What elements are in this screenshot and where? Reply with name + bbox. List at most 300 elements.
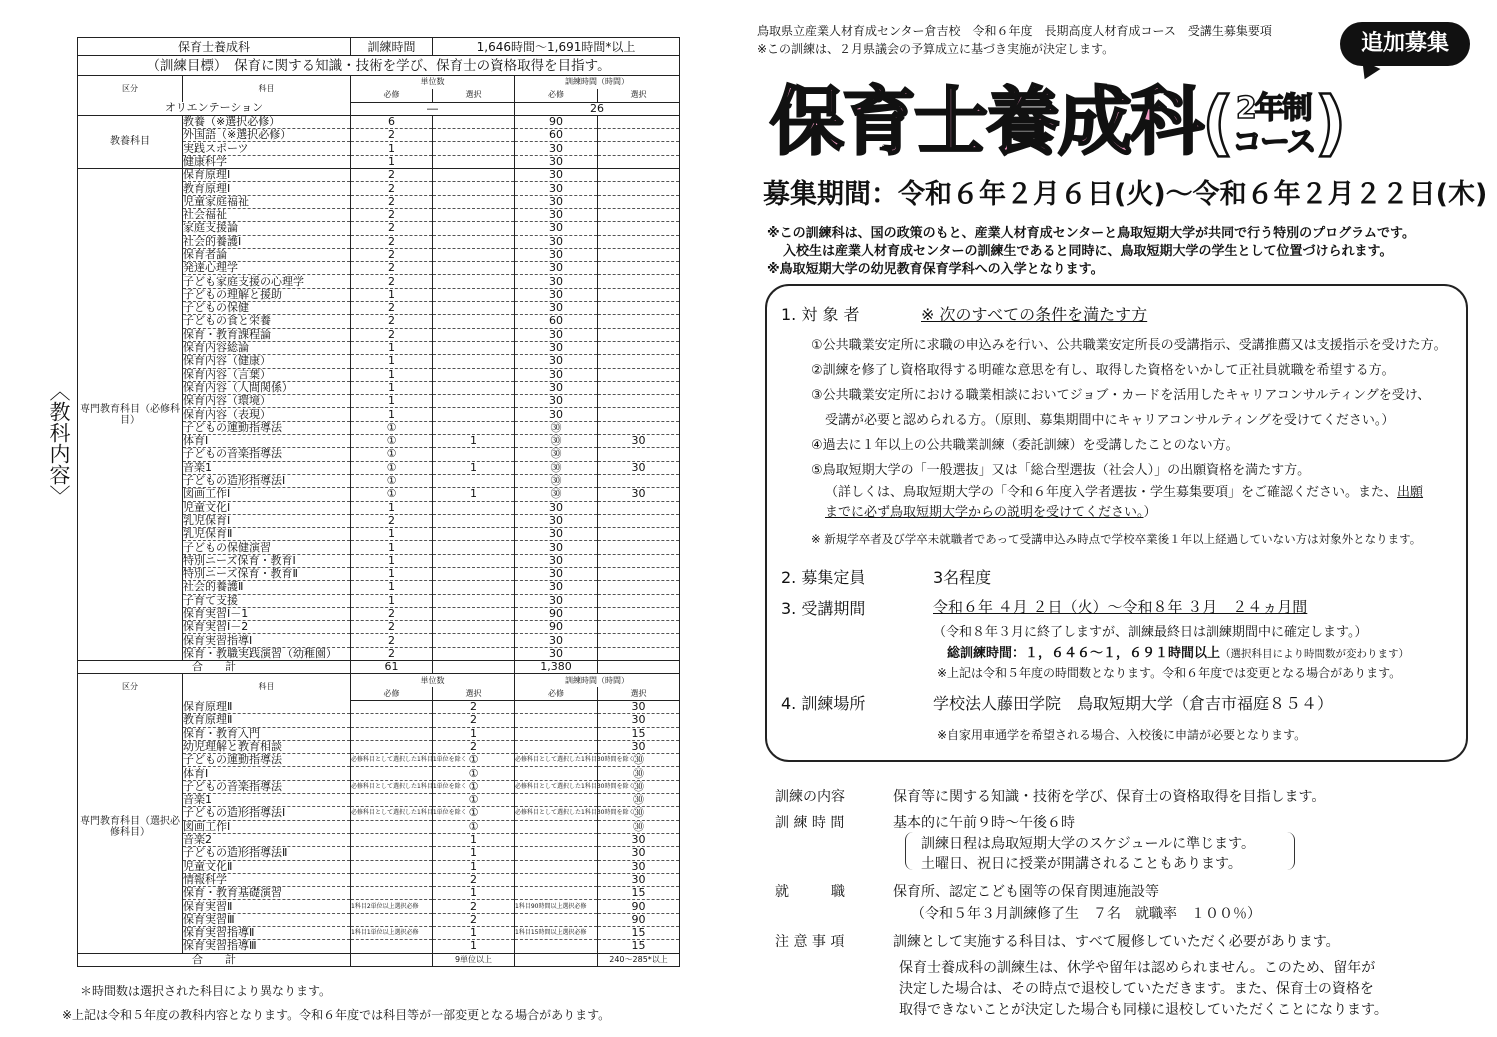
subject-credits: 1 <box>351 408 433 421</box>
subject-credits: 1 <box>433 833 515 846</box>
category-label: 専門教育科目（必修科目） <box>78 169 183 661</box>
recruit-period: 募集期間：令和６年２月６日(火)～令和６年２月２２日(木) <box>763 179 1488 210</box>
subject-credits-note <box>351 794 433 807</box>
col-tani: 単位数 <box>351 76 515 89</box>
subject-credits-note <box>351 833 433 846</box>
subject-name: 子どもの理解と援助 <box>183 288 351 301</box>
subject-hours: 30 <box>598 873 680 886</box>
subject-credits: 2 <box>433 714 515 727</box>
total-credits: 61 <box>351 661 433 674</box>
subject-name: 外国語（※選択必修） <box>183 129 351 142</box>
caution-value: 訓練として実施する科目は、すべて履修していただく必要があります。 <box>893 934 1340 950</box>
subject-credits-choice <box>433 381 515 394</box>
header-note: ※この訓練は、２月県議会の予算成立に基づき実施が決定します。 <box>757 42 1115 56</box>
subject-hours-note: 1科目90時間以上選択必修 <box>515 900 598 913</box>
subject-hours-note <box>515 860 598 873</box>
subject-credits: 2 <box>351 315 433 328</box>
subject-credits: 1 <box>351 341 433 354</box>
col-kamoku: 科目 <box>183 674 351 701</box>
subject-name: 子どもの食と栄養 <box>183 315 351 328</box>
subject-credits: 1 <box>351 594 433 607</box>
subject-name: 情報科学 <box>183 873 351 886</box>
table-row <box>78 115 680 128</box>
table-row <box>78 76 680 89</box>
subject-name: 保育・教育課程論 <box>183 328 351 341</box>
subject-hours: ㉚ <box>598 807 680 820</box>
subject-hours: 30 <box>515 514 598 527</box>
page-title: 保育士養成科( 2年制 コース) <box>770 79 1345 165</box>
subject-hours-choice <box>598 235 680 248</box>
training-goal: （訓練目標） 保育に関する知識・技術を学び、保育士の資格取得を目指す。 <box>78 56 680 76</box>
subject-credits: ① <box>351 474 433 487</box>
program-note-2: 入校生は産業人材育成センターの訓練生であると同時に、鳥取短期大学の学生として位置づけられます。 <box>783 244 1393 259</box>
subject-name: 子どもの造形指導法Ⅰ <box>183 807 351 820</box>
subject-hours: 60 <box>515 315 598 328</box>
col-kubun: 区分 <box>78 674 183 701</box>
subject-name: 教養（※選択必修） <box>183 115 351 128</box>
subject-credits-choice <box>433 514 515 527</box>
subject-hours: 30 <box>598 847 680 860</box>
condition-note: ※ 新規学卒者及び学卒未就職者であって受講申込み時点で学校卒業後１年以上経過していない方は対象外となります。 <box>811 532 1422 546</box>
table-row <box>78 661 680 674</box>
subject-credits: 1 <box>351 142 433 155</box>
subject-credits: 1 <box>433 940 515 953</box>
col-kubun: 区分 <box>78 76 183 103</box>
subject-hours-note <box>515 740 598 753</box>
subject-hours-choice <box>598 541 680 554</box>
subject-name: 特別ニーズ保育・教育Ⅱ <box>183 567 351 580</box>
location-value: 学校法人藤田学院 鳥取短期大学（倉吉市福庭８５４） <box>933 694 1334 713</box>
subject-credits: 2 <box>351 621 433 634</box>
subject-hours-choice <box>598 341 680 354</box>
subject-credits: 2 <box>351 607 433 620</box>
condition-5: ⑤鳥取短期大学の「一般選抜」又は「総合型選抜（社会人）」の出願資格を満たす方。 <box>811 463 1311 478</box>
subject-credits-choice <box>433 155 515 168</box>
schedule-note-1: 訓練日程は鳥取短期大学のスケジュールに準じます。 <box>921 836 1256 852</box>
subject-credits: 1 <box>433 727 515 740</box>
subject-hours-choice <box>598 594 680 607</box>
subject-credits: 2 <box>351 235 433 248</box>
subject-credits-choice <box>433 541 515 554</box>
subject-hours-note: 必修科目として選択した1科目30時間を除く <box>515 807 598 820</box>
subject-credits: 2 <box>351 275 433 288</box>
subject-credits-choice <box>433 328 515 341</box>
period-note: （令和８年３月に終了しますが、訓練最終日は訓練期間中に確定します。） <box>933 625 1368 640</box>
subject-hours: 30 <box>515 288 598 301</box>
table-row <box>78 56 680 76</box>
subject-credits-choice <box>433 195 515 208</box>
condition-1: ①公共職業安定所に求職の申込みを行い、公共職業安定所長の受講指示、受講推薦又は支援指示を受けた方。 <box>811 338 1447 353</box>
condition-2: ②訓練を修了し資格取得する明確な意思を有し、取得した資格をいかして正社員就職を希望する方。 <box>811 363 1395 378</box>
hours-note: ※上記は令和５年度の時間数となります。令和６年度では変更となる場合があります。 <box>937 666 1402 680</box>
hours-label: 訓 練 時 間 <box>775 815 845 831</box>
subject-credits: ① <box>433 780 515 793</box>
subject-credits: 2 <box>351 262 433 275</box>
subject-hours-choice <box>598 115 680 128</box>
subject-hours: 30 <box>515 594 598 607</box>
subject-credits-choice <box>433 355 515 368</box>
subject-credits-note <box>351 700 433 713</box>
subject-credits-note <box>351 887 433 900</box>
schedule-note-2: 土曜日、祝日に授業が開講されることもあります。 <box>921 856 1242 872</box>
caution-text-1: 保育士養成科の訓練生は、休学や留年は認められません。このため、留年が <box>899 960 1376 976</box>
subject-hours: 90 <box>515 621 598 634</box>
subject-hours-choice <box>598 222 680 235</box>
subject-credits-note <box>351 740 433 753</box>
subject-credits: ① <box>351 421 433 434</box>
table-row <box>78 700 680 713</box>
subject-credits: 2 <box>351 328 433 341</box>
subject-hours: ㉚ <box>515 435 598 448</box>
subject-credits: ① <box>351 488 433 501</box>
header-line: 鳥取県立産業人材育成センター倉吉校 令和６年度 長期高度人材育成コース 受講生募集要項 <box>757 24 1272 38</box>
subject-credits-note <box>351 727 433 740</box>
content-value: 保育等に関する知識・技術を学び、保育士の資格取得を目指します。 <box>893 789 1326 805</box>
subject-name: 保育原理Ⅱ <box>183 700 351 713</box>
subject-hours-choice <box>598 381 680 394</box>
subject-name: 児童文化Ⅱ <box>183 860 351 873</box>
subject-credits: 1 <box>433 927 515 940</box>
subject-hours: 30 <box>515 262 598 275</box>
subject-name: 保育内容（表現） <box>183 408 351 421</box>
subject-name: 子どもの保健演習 <box>183 541 351 554</box>
program-note-3: ※鳥取短期大学の幼児教育保育学科への入学となります。 <box>767 262 1104 277</box>
subject-name: 体育Ⅰ <box>183 435 351 448</box>
col-tani: 単位数 <box>351 674 515 687</box>
subject-hours: 30 <box>598 714 680 727</box>
subject-credits: 2 <box>433 900 515 913</box>
subject-hours-note <box>515 700 598 713</box>
subject-hours-choice <box>598 634 680 647</box>
orientation-label: オリエンテーション <box>78 102 351 115</box>
subject-credits-note <box>351 860 433 873</box>
right-page <box>735 0 1497 1037</box>
subject-credits-choice <box>433 647 515 660</box>
subject-credits-choice <box>433 302 515 315</box>
col-hisshu: 必修 <box>515 687 598 700</box>
subject-credits: 1 <box>351 581 433 594</box>
subject-name: 図画工作Ⅰ <box>183 820 351 833</box>
subject-name: 子ども家庭支援の心理学 <box>183 275 351 288</box>
subject-hours-choice <box>598 421 680 434</box>
total-hours: 1,380 <box>515 661 598 674</box>
condition-3a: ③公共職業安定所における職業相談においてジョブ・カードを活用したキャリアコンサルティングを受け、 <box>811 388 1431 403</box>
subject-hours: 90 <box>515 607 598 620</box>
table-row <box>78 38 680 56</box>
subject-name: 保育・教育基礎演習 <box>183 887 351 900</box>
subject-hours: 15 <box>598 927 680 940</box>
section-target: 1. 対 象 者 <box>781 305 860 324</box>
subject-name: 保育内容（人間関係） <box>183 381 351 394</box>
hours-value: 基本的に午前９時～午後６時 <box>893 815 1075 831</box>
curriculum-table <box>77 37 680 967</box>
orientation-tani: ― <box>351 102 515 115</box>
subject-hours: 30 <box>598 740 680 753</box>
subject-credits: 1 <box>351 395 433 408</box>
subject-credits-choice <box>433 474 515 487</box>
subject-name: 社会福祉 <box>183 208 351 221</box>
table-row <box>78 953 680 966</box>
subject-credits: ① <box>433 754 515 767</box>
subject-credits-choice <box>433 341 515 354</box>
subject-credits-choice <box>433 222 515 235</box>
subject-hours-choice <box>598 208 680 221</box>
subject-credits: 1 <box>351 155 433 168</box>
condition-4: ④過去に１年以上の公共職業訓練（委託訓練）を受講したことのない方。 <box>811 438 1239 453</box>
subject-credits-note: 必修科目として選択した1科目1単位を除く <box>351 780 433 793</box>
subject-name: 保育実習Ⅰ－2 <box>183 621 351 634</box>
subject-credits-choice <box>433 182 515 195</box>
subject-hours: 90 <box>515 115 598 128</box>
subject-credits: 1 <box>351 528 433 541</box>
subject-credits-choice: 1 <box>433 488 515 501</box>
subject-hours-choice <box>598 302 680 315</box>
employment-value: 保育所、認定こども園等の保育関連施設等 <box>893 884 1159 900</box>
subject-hours: 30 <box>515 528 598 541</box>
table-row <box>78 102 680 115</box>
subject-hours: ㉚ <box>515 421 598 434</box>
subject-name: 保育・教育入門 <box>183 727 351 740</box>
subject-name: 図画工作Ⅰ <box>183 488 351 501</box>
subject-credits-choice <box>433 169 515 182</box>
footnote-hours: ＊時間数は選択された科目により異なります。 <box>80 984 332 998</box>
subject-hours-choice <box>598 474 680 487</box>
left-page <box>0 0 720 1037</box>
subject-hours: 30 <box>515 634 598 647</box>
total-label: 合 計 <box>78 953 351 966</box>
subject-hours-choice <box>598 514 680 527</box>
subject-hours: 30 <box>515 208 598 221</box>
subject-credits-choice <box>433 448 515 461</box>
additional-recruit-badge: 追加募集 <box>1340 22 1470 66</box>
col-kamoku: 科目 <box>183 76 351 103</box>
subject-hours-choice <box>598 647 680 660</box>
subject-credits-choice <box>433 275 515 288</box>
subject-hours-choice <box>598 262 680 275</box>
subject-hours: 30 <box>515 248 598 261</box>
subject-credits-choice <box>433 594 515 607</box>
subject-credits-choice <box>433 115 515 128</box>
subject-credits-choice <box>433 567 515 580</box>
subject-credits-choice <box>433 235 515 248</box>
subject-credits: 2 <box>351 248 433 261</box>
subject-hours: 30 <box>515 554 598 567</box>
subject-name: 保育内容総論 <box>183 341 351 354</box>
subject-hours-choice <box>598 195 680 208</box>
subject-hours-choice <box>598 448 680 461</box>
subject-hours: ㉚ <box>515 488 598 501</box>
subject-credits: 1 <box>351 567 433 580</box>
period-value: 令和６年 ４月 ２日（火）～令和８年 ３月 ２４ヵ月間 <box>933 598 1308 616</box>
subject-credits: 1 <box>351 355 433 368</box>
subject-name: 保育内容（言葉） <box>183 368 351 381</box>
subject-name: 保育実習Ⅱ <box>183 900 351 913</box>
subject-hours: 60 <box>515 129 598 142</box>
subject-name: 教育原理Ⅰ <box>183 182 351 195</box>
caution-text-3: 取得できないことが決定した場合も同様に退校していただくことになります。 <box>899 1002 1388 1018</box>
subject-name: 保育内容（環境） <box>183 395 351 408</box>
subject-credits: 2 <box>351 647 433 660</box>
subject-hours-note: 1科目15時間以上選択必修 <box>515 927 598 940</box>
subject-name: 子どもの運動指導法 <box>183 754 351 767</box>
hours-value: 1,646時間～1,691時間*以上 <box>433 38 680 56</box>
subject-name: 体育Ⅰ <box>183 767 351 780</box>
subject-credits-choice <box>433 288 515 301</box>
content-label: 訓練の内容 <box>775 789 845 805</box>
subject-credits-choice <box>433 129 515 142</box>
subject-hours-choice <box>598 395 680 408</box>
col-hisshu: 必修 <box>515 89 598 102</box>
subject-name: 社会的養護Ⅱ <box>183 581 351 594</box>
subject-hours: ㉚ <box>515 448 598 461</box>
subject-hours: 30 <box>515 381 598 394</box>
section-capacity: 2. 募集定員 <box>781 568 866 587</box>
orientation-hours: 26 <box>515 102 680 115</box>
subject-hours-note <box>515 794 598 807</box>
subject-name: 健康科学 <box>183 155 351 168</box>
subject-hours: 30 <box>515 368 598 381</box>
subject-credits-choice <box>433 315 515 328</box>
subject-hours-choice: 30 <box>598 435 680 448</box>
subject-credits-note <box>351 820 433 833</box>
subject-hours-note <box>515 833 598 846</box>
subject-hours-choice <box>598 315 680 328</box>
subject-name: 児童家庭福祉 <box>183 195 351 208</box>
col-jikan: 訓練時間（時間） <box>515 76 680 89</box>
subject-hours-choice <box>598 581 680 594</box>
subject-hours: 15 <box>598 887 680 900</box>
subject-credits: 2 <box>351 129 433 142</box>
subject-credits: 2 <box>351 634 433 647</box>
subject-credits-note <box>351 940 433 953</box>
subject-credits-choice <box>433 581 515 594</box>
category-label: 専門教育科目（選択必修科目） <box>78 700 183 953</box>
caution-text-2: 決定した場合は、その時点で退校していただきます。また、保育士の資格を <box>899 981 1374 997</box>
subject-hours: 30 <box>515 501 598 514</box>
subject-hours: ㉚ <box>515 461 598 474</box>
subject-credits-note: 1科目2単位以上選択必修 <box>351 900 433 913</box>
subject-credits-choice <box>433 408 515 421</box>
subject-name: 児童文化Ⅰ <box>183 501 351 514</box>
table-row <box>78 169 680 182</box>
subject-hours: ㉚ <box>598 820 680 833</box>
subject-name: 保育実習指導Ⅱ <box>183 927 351 940</box>
subject-hours-note <box>515 727 598 740</box>
subject-credits-choice: 1 <box>433 461 515 474</box>
subject-name: 子どもの造形指導法Ⅰ <box>183 474 351 487</box>
subject-hours-choice <box>598 554 680 567</box>
subject-hours-choice <box>598 355 680 368</box>
location-note: ※自家用車通学を希望される場合、入校後に申請が必要となります。 <box>937 728 1307 742</box>
subject-hours: 30 <box>598 700 680 713</box>
subject-hours: 30 <box>515 408 598 421</box>
subject-name: 子どもの音楽指導法 <box>183 448 351 461</box>
subject-hours-note: 必修科目として選択した1科目30時間を除く <box>515 780 598 793</box>
subject-hours-note <box>515 820 598 833</box>
subject-hours: 90 <box>598 900 680 913</box>
subject-hours: 30 <box>598 833 680 846</box>
subject-hours-note <box>515 940 598 953</box>
subject-credits-choice <box>433 621 515 634</box>
subject-hours-choice <box>598 248 680 261</box>
subject-hours: 30 <box>515 182 598 195</box>
caution-label: 注 意 事 項 <box>775 934 845 950</box>
subject-credits: 2 <box>351 208 433 221</box>
subject-credits: 1 <box>433 860 515 873</box>
subject-hours: 30 <box>515 341 598 354</box>
subject-hours-choice <box>598 169 680 182</box>
subject-hours-choice <box>598 621 680 634</box>
subject-credits-choice <box>433 501 515 514</box>
subject-credits-choice <box>433 554 515 567</box>
hours-label: 訓練時間 <box>351 38 433 56</box>
subject-hours: 30 <box>515 195 598 208</box>
subject-credits-choice <box>433 634 515 647</box>
total-credits: 9単位以上 <box>433 953 515 966</box>
subject-credits-note: 必修科目として選択した1科目1単位を除く <box>351 754 433 767</box>
subject-hours: 30 <box>515 235 598 248</box>
subject-hours-choice <box>598 288 680 301</box>
subject-name: 子どもの音楽指導法 <box>183 780 351 793</box>
subject-hours-choice <box>598 328 680 341</box>
col-sentaku: 選択 <box>433 89 515 102</box>
subject-hours: 30 <box>515 355 598 368</box>
subject-credits: 2 <box>433 700 515 713</box>
subject-name: 乳児保育Ⅰ <box>183 514 351 527</box>
subject-hours: 30 <box>515 302 598 315</box>
subject-hours: 15 <box>598 727 680 740</box>
subject-credits: 1 <box>351 554 433 567</box>
subject-credits-choice <box>433 208 515 221</box>
section-target-condition: ※ 次のすべての条件を満たす方 <box>921 305 1148 324</box>
subject-name: 音楽2 <box>183 833 351 846</box>
subject-hours: 30 <box>515 567 598 580</box>
footnote-change: ※上記は令和５年度の教科内容となります。令和６年度では科目等が一部変更となる場合があります。 <box>62 1008 611 1022</box>
subject-hours-choice <box>598 142 680 155</box>
condition-3b: 受講が必要と認められる方。（原則、募集期間中にキャリアコンサルティングを受けてください。） <box>825 413 1395 428</box>
subject-name: 保育実習Ⅰ－1 <box>183 607 351 620</box>
subject-hours-choice <box>598 408 680 421</box>
condition-5-detail: （詳しくは、鳥取短期大学の「令和６年度入学者選抜・学生募集要項」をご確認ください。また、出願 <box>825 485 1424 500</box>
subject-hours: 30 <box>515 395 598 408</box>
subject-credits: 2 <box>351 182 433 195</box>
subject-name: 子どもの造形指導法Ⅱ <box>183 847 351 860</box>
subject-credits-choice <box>433 421 515 434</box>
vertical-label: 〈教科内容〉 <box>47 380 71 506</box>
subject-credits: ① <box>433 767 515 780</box>
subject-hours-choice <box>598 567 680 580</box>
subject-credits-note <box>351 767 433 780</box>
col-sentaku: 選択 <box>433 687 515 700</box>
subject-hours: 30 <box>515 155 598 168</box>
subject-hours-choice <box>598 275 680 288</box>
subject-credits: 1 <box>433 887 515 900</box>
col-hisshu: 必修 <box>351 687 433 700</box>
subject-credits-choice <box>433 262 515 275</box>
subject-hours: 30 <box>515 541 598 554</box>
subject-name: 幼児理解と教育相談 <box>183 740 351 753</box>
subject-credits-choice: 1 <box>433 435 515 448</box>
subject-name: 保育実習指導Ⅰ <box>183 634 351 647</box>
subject-credits-note <box>351 873 433 886</box>
subject-hours-choice <box>598 528 680 541</box>
subject-name: 保育内容（健康） <box>183 355 351 368</box>
subject-hours: 30 <box>515 275 598 288</box>
category-label: 教養科目 <box>78 115 183 168</box>
subject-hours: ㉚ <box>598 780 680 793</box>
total-label: 合 計 <box>78 661 351 674</box>
subject-name: 教育原理Ⅱ <box>183 714 351 727</box>
